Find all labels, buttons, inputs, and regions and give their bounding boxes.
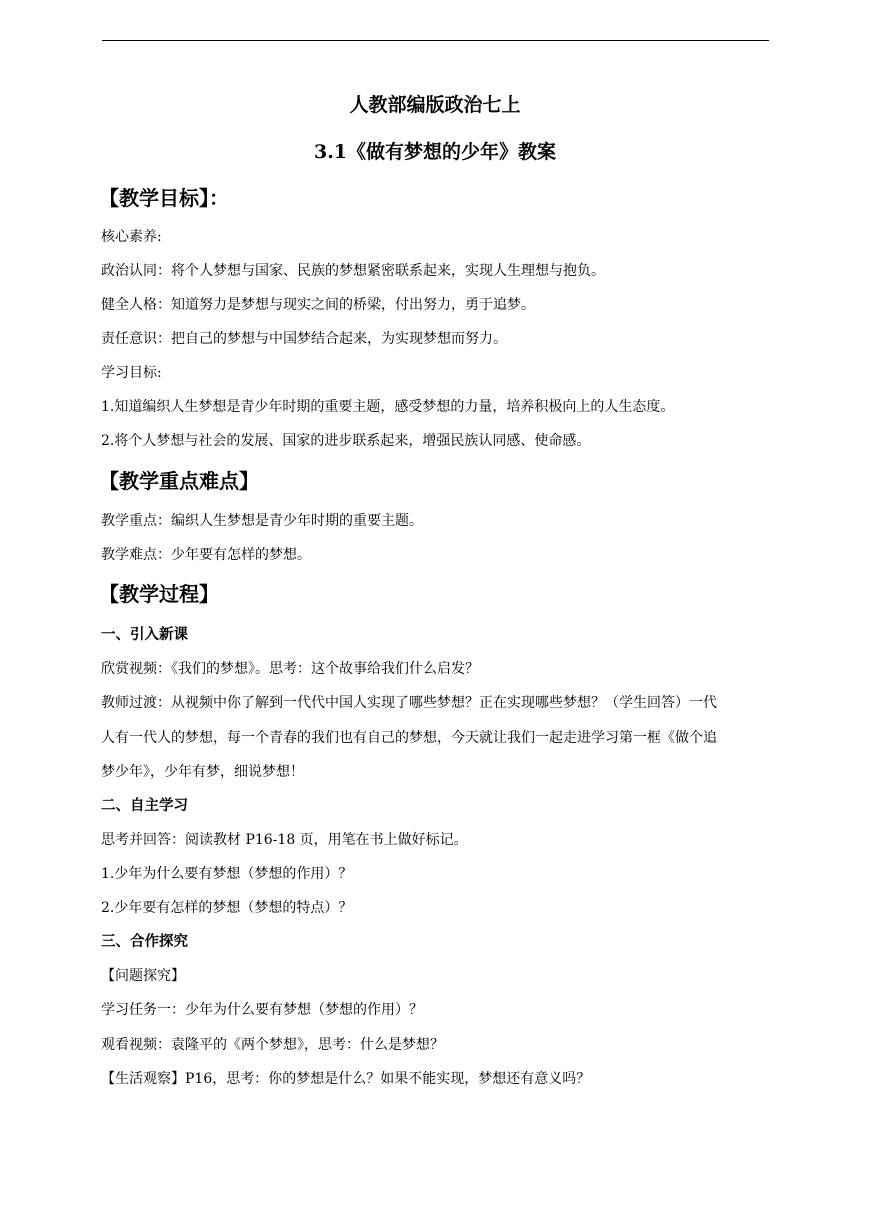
learning-goal-2: 2.将个人梦想与社会的发展、国家的进步联系起来，增强民族认同感、使命感。	[101, 433, 591, 449]
part3-task-1: 学习任务一：少年为什么要有梦想（梦想的作用）？	[101, 1002, 423, 1018]
part1-transition-line3: 梦少年》，少年有梦，细说梦想！	[101, 764, 304, 780]
objective-personality: 健全人格：知道努力是梦想与现实之间的桥梁，付出努力，勇于追梦。	[101, 297, 535, 313]
part3-life-observation: 【生活观察】P16，思考：你的梦想是什么？如果不能实现，梦想还有意义吗？	[101, 1071, 591, 1087]
part1-transition-line2: 人有一代人的梦想，每一个青春的我们也有自己的梦想，今天就让我们一起走进学习第一框《做个追	[101, 730, 717, 746]
part3-heading: 三、合作探究	[101, 933, 188, 950]
key-point: 教学重点：编织人生梦想是青少年时期的重要主题。	[101, 513, 423, 529]
heading-objectives: 【教学目标】：	[99, 186, 229, 210]
part3-video: 观看视频：袁隆平的《两个梦想》，思考：什么是梦想？	[101, 1037, 444, 1053]
objective-responsibility: 责任意识：把自己的梦想与中国梦结合起来，为实现梦想而努力。	[101, 331, 507, 347]
heading-process: 【教学过程】	[99, 582, 219, 606]
doc-title: 人教部编版政治七上	[349, 94, 521, 116]
doc-subtitle: 3.1《做有梦想的少年》教案	[313, 141, 557, 163]
part1-heading: 一、引入新课	[101, 626, 188, 643]
part3-inquiry-label: 【问题探究】	[101, 968, 185, 984]
part1-transition-line1: 教师过渡：从视频中你了解到一代代中国人实现了哪些梦想？正在实现哪些梦想？（学生回答）一代	[101, 695, 717, 711]
heading-keypoints: 【教学重点难点】	[99, 469, 259, 493]
header-rule	[102, 40, 769, 41]
learning-goals-label: 学习目标:	[101, 365, 162, 381]
objective-political: 政治认同：将个人梦想与国家、民族的梦想紧密联系起来，实现人生理想与抱负。	[101, 263, 605, 279]
part1-video: 欣赏视频：《我们的梦想》。思考：这个故事给我们什么启发？	[101, 661, 479, 677]
core-literacy-label: 核心素养:	[101, 229, 162, 245]
part2-question-1: 1.少年为什么要有梦想（梦想的作用）？	[101, 866, 353, 882]
difficulty-point: 教学难点：少年要有怎样的梦想。	[101, 547, 311, 563]
learning-goal-1: 1.知道编织人生梦想是青少年时期的重要主题，感受梦想的力量，培养积极向上的人生态度。	[101, 399, 675, 415]
part2-intro: 思考并回答：阅读教材 P16-18 页，用笔在书上做好标记。	[101, 832, 468, 848]
part2-question-2: 2.少年要有怎样的梦想（梦想的特点）？	[101, 900, 353, 916]
part2-heading: 二、自主学习	[101, 797, 188, 814]
